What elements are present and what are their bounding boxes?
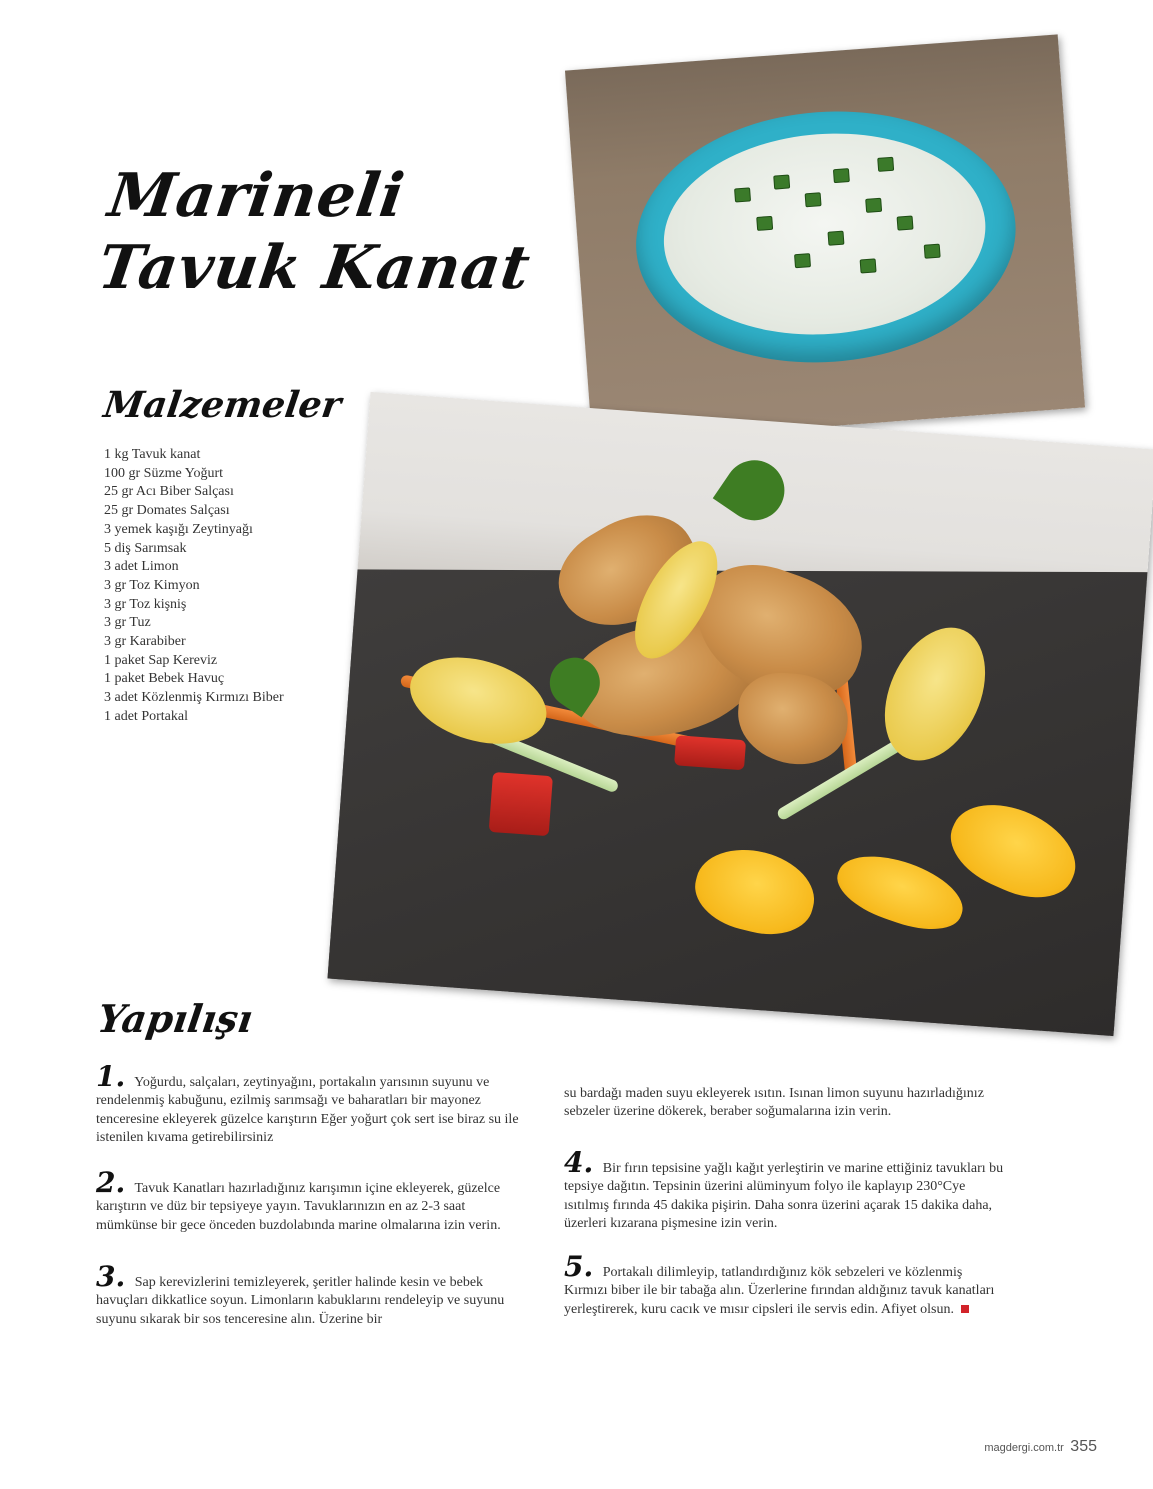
chicken-wings-photo: [328, 392, 1153, 1036]
step-text: Bir fırın tepsisine yağlı kağıt yerleştirin ve marine ettiğiniz tavukları bu tepsiye dağıtın. Tepsinin üzerini alüminyum folyo ile kaplayıp 230°Cye ısıtılmış fırında 45 dakika pişirin. Daha sonra üzerini açarak 15 dakika daha, üzerleri kızarana pişmesine izin verin.: [564, 1161, 1004, 1232]
step-text: Yoğurdu, salçaları, zeytinyağını, portakalın yarısının suyunu ve rendelenmiş kabuğunu, ezilmiş sarımsağı ve baharatları bir mayonez tenceresine ekleyerek güzelce karıştırın Eğer yoğurt çok sert ise biraz su ile istenilen kıvama getirebilirsiniz: [96, 1075, 519, 1146]
list-item: 1 kg Tavuk kanat: [104, 447, 201, 462]
step-text: Tavuk Kanatları hazırladığınız karışımın içine ekleyerek, güzelce karıştırın ve düz bir tepsiyeye yayın. Tavuklarınızın en az 2-3 saat mümkünse bir gece önceden buzdolabında marine olmalarına izin verin.: [96, 1181, 501, 1233]
cucumber-piece: [827, 231, 844, 246]
list-item: 3 yemek kaşığı Zeytinyağı: [104, 521, 253, 537]
title-line-2: Tavuk Kanat: [94, 233, 535, 303]
list-item: 3 gr Toz Kimyon: [104, 577, 200, 593]
list-item: 3 gr Toz kişniş: [104, 596, 187, 612]
ingredients-heading: Malzemeler: [101, 384, 344, 426]
list-item: 5 diş Sarımsak: [104, 540, 187, 556]
list-item: 100 gr Süzme Yoğurt: [104, 465, 224, 481]
list-item: 3 adet Közlenmiş Kırmızı Biber: [104, 690, 284, 706]
step-1: [96, 1060, 536, 1148]
parsley-leaf: [713, 449, 796, 532]
step-2: [96, 1166, 504, 1235]
step-text: Portakalı dilimleyip, tatlandırdığınız kök sebzeleri ve közlenmiş Kırmızı biber ile bir tabağa alın. Üzerlerine fırından aldığınız tavuk kanatları yerleştirerek, kuru cacık ve mısır cipsleri ile servis edin. Afiyet olsun.: [564, 1265, 995, 1317]
cucumber-piece: [833, 168, 850, 183]
ingredients-list: [104, 446, 284, 727]
list-item: 3 gr Tuz: [104, 615, 151, 631]
step-text: Sap kerevizlerini temizleyerek, şeritler halinde kesin ve bebek havuçları dikkatlice soyun. Limonların kabuklarını rendeleyip ve suyunu suyunu sıkarak bir sos tenceresine alın. Üzerine bir: [96, 1275, 505, 1327]
title-line-1: Marineli: [104, 161, 410, 231]
step-3: [96, 1260, 526, 1329]
step-5: [564, 1250, 1008, 1319]
list-item: 25 gr Acı Biber Salçası: [104, 484, 234, 500]
page-footer: [984, 1438, 1097, 1456]
red-pepper: [674, 735, 746, 770]
cucumber-piece: [773, 174, 790, 189]
cucumber-piece: [924, 244, 941, 259]
cucumber-piece: [794, 253, 811, 268]
step-text: su bardağı maden suyu ekleyerek ısıtın. Isınan limon suyunu hazırladığınız sebzeler üzerine dökerek, beraber soğumalarına izin verin.: [564, 1086, 984, 1120]
cucumber-piece: [734, 187, 751, 202]
footer-site: magdergi.com.tr: [984, 1442, 1064, 1454]
cucumber-piece: [756, 216, 773, 231]
list-item: 3 gr Karabiber: [104, 634, 186, 650]
yogurt-dip-photo: [565, 34, 1085, 443]
list-item: 1 paket Sap Kereviz: [104, 652, 218, 668]
cucumber-piece: [877, 157, 894, 172]
recipe-title: [94, 160, 554, 304]
end-mark-icon: [961, 1305, 969, 1313]
method-heading: Yapılışı: [94, 996, 256, 1041]
list-item: 3 adet Limon: [104, 559, 179, 575]
list-item: 25 gr Domates Salçası: [104, 503, 230, 519]
page-number: 355: [1070, 1438, 1097, 1455]
cucumber-piece: [860, 258, 877, 273]
list-item: 1 adet Portakal: [104, 708, 188, 724]
cucumber-piece: [865, 198, 882, 213]
step-number: 4.: [564, 1146, 594, 1179]
cucumber-piece: [897, 216, 914, 231]
step-number: 3.: [96, 1260, 126, 1293]
step-number: 2.: [96, 1166, 126, 1199]
red-pepper: [489, 772, 553, 836]
step-3-continued: [564, 1085, 1008, 1122]
list-item: 1 paket Bebek Havuç: [104, 671, 225, 687]
cucumber-piece: [805, 192, 822, 207]
step-4: [564, 1146, 1008, 1234]
step-number: 5.: [564, 1250, 594, 1283]
step-number: 1.: [96, 1060, 126, 1093]
